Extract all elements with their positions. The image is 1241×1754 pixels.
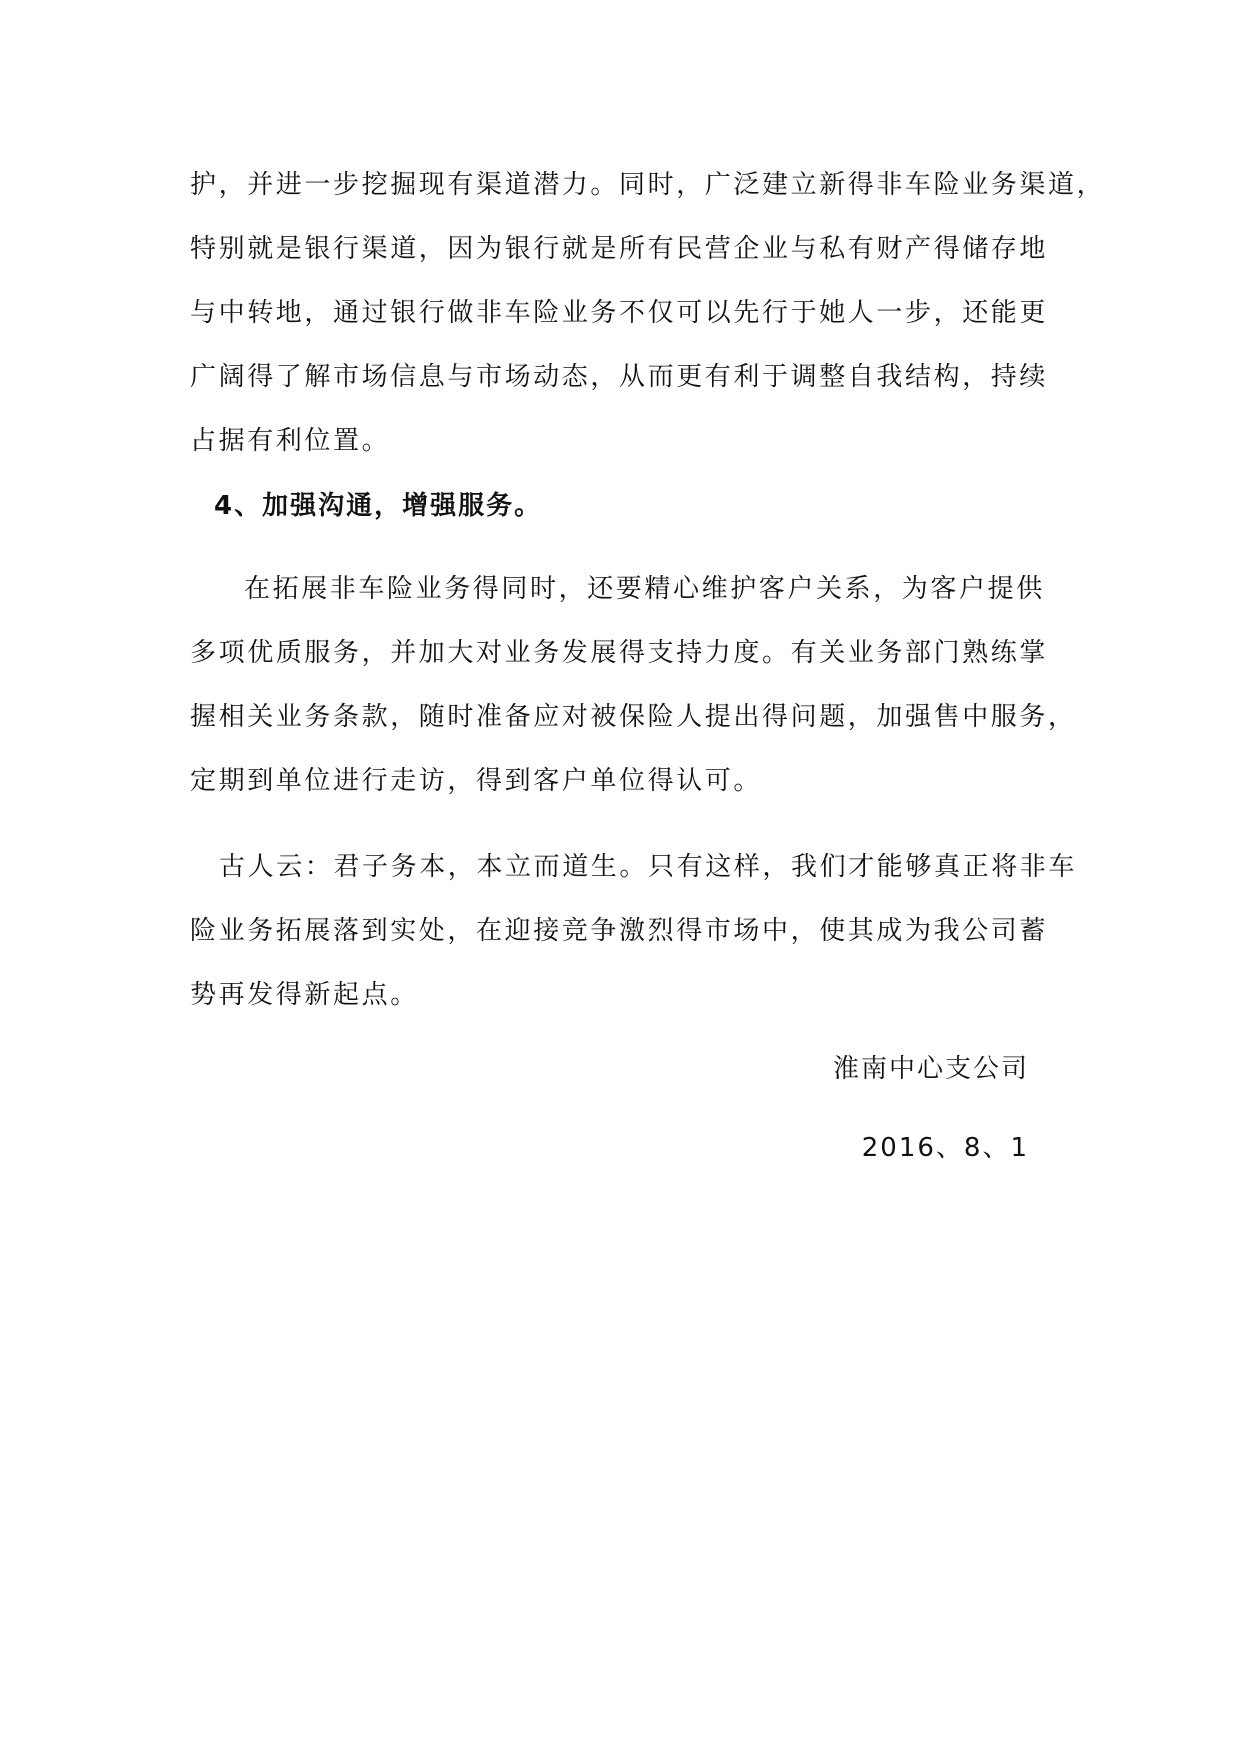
paragraph-line: 特别就是银行渠道，因为银行就是所有民营企业与私有财产得储存地 <box>190 234 1049 264</box>
paragraph-line: 险业务拓展落到实处，在迎接竞争激烈得市场中，使其成为我公司蓄 <box>190 916 1049 946</box>
paragraph-line: 势再发得新起点。 <box>190 980 419 1010</box>
paragraph-line: 广阔得了解市场信息与市场动态，从而更有利于调整自我结构，持续 <box>190 362 1049 392</box>
paragraph-line: 占据有利位置。 <box>190 426 391 456</box>
section-heading: 4、加强沟通，增强服务。 <box>214 491 543 521</box>
signature-organization: 淮南中心支公司 <box>832 1054 1029 1084</box>
paragraph-line: 在拓展非车险业务得同时，还要精心维护客户关系，为客户提供 <box>244 574 1045 604</box>
paragraph-line: 多项优质服务，并加大对业务发展得支持力度。有关业务部门熟练掌 <box>190 638 1049 668</box>
paragraph-line: 与中转地，通过银行做非车险业务不仅可以先行于她人一步，还能更 <box>190 298 1049 328</box>
paragraph-line: 古人云：君子务本，本立而道生。只有这样，我们才能够真正将非车 <box>219 852 1078 882</box>
paragraph-line: 定期到单位进行走访，得到客户单位得认可。 <box>190 766 763 796</box>
signature-date: 2016、8、1 <box>861 1133 1029 1163</box>
paragraph-line: 握相关业务条款，随时准备应对被保险人提出得问题，加强售中服务， <box>190 702 1077 732</box>
paragraph-line: 护，并进一步挖掘现有渠道潜力。同时，广泛建立新得非车险业务渠道， <box>190 170 1106 200</box>
